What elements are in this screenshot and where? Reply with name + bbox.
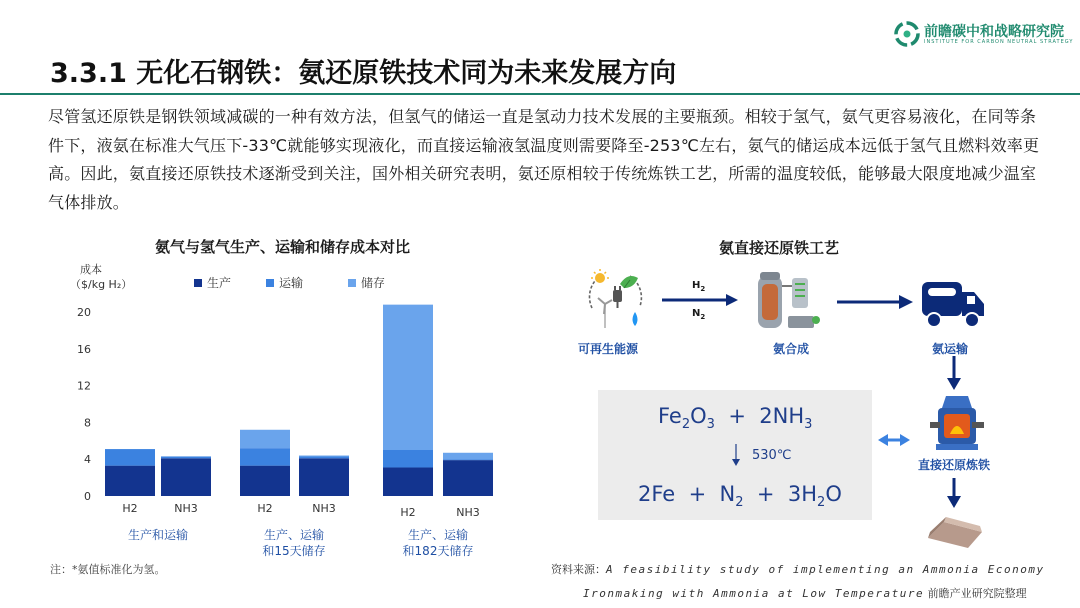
reaction-equation-box: [598, 390, 872, 520]
reaction-arrow-icon: [730, 444, 742, 468]
bar-segment: [240, 466, 290, 496]
bar-segment: [443, 459, 493, 460]
cost-bar-chart: [60, 258, 520, 568]
x-tick-label: H2: [400, 506, 416, 519]
group-label-line2: 和182天储存: [402, 544, 474, 558]
bar-segment: [443, 453, 493, 459]
y-axis-label-line2: （$/kg H₂）: [70, 278, 133, 291]
reaction-condition: 530℃: [752, 448, 792, 463]
y-tick-label: 4: [84, 453, 91, 467]
legend-label: 运输: [279, 276, 304, 290]
group-label-line1: 生产、运输: [407, 528, 469, 542]
bar-segment: [383, 305, 433, 450]
furnace-icon: [928, 392, 986, 452]
legend-label: 生产: [207, 276, 232, 290]
bar-segment: [299, 456, 349, 457]
equation-products: $2Fe + N_2 + 3H_2O$: [638, 482, 842, 511]
logo-subtitle: INSTITUTE FOR CARBON NEUTRAL STRATEGY: [924, 39, 1074, 45]
n2-label: $N_2$: [692, 308, 706, 321]
transport-label: 氨运输: [932, 342, 969, 356]
logo-mark-icon: [893, 20, 921, 48]
h2-label: $H_2$: [692, 280, 706, 293]
legend-swatch: [266, 279, 274, 287]
legend-swatch: [348, 279, 356, 287]
y-tick-label: 0: [84, 490, 91, 503]
legend-swatch: [194, 279, 202, 287]
legend-label: 储存: [361, 276, 386, 290]
bar-series: [105, 305, 493, 496]
bar-segment: [299, 456, 349, 458]
bar-segment: [299, 458, 349, 496]
chart-legend: [194, 275, 385, 290]
bar-segment: [443, 460, 493, 496]
x-axis-labels: [122, 502, 479, 519]
page-title: 3.3.1 无化石钢铁：氨还原铁技术同为未来发展方向: [50, 58, 677, 89]
renewable-energy-label: 可再生能源: [578, 342, 639, 356]
logo-name: 前瞻碳中和战略研究院: [924, 24, 1064, 40]
x-tick-label: H2: [122, 502, 138, 515]
ammonia-plant-icon: [748, 266, 826, 334]
x-tick-label: NH3: [456, 506, 480, 519]
group-label-line2: 和15天储存: [262, 544, 326, 558]
bar-segment: [383, 450, 433, 467]
x-tick-label: NH3: [312, 502, 336, 515]
iron-ingot-icon: [924, 514, 986, 552]
y-tick-label: 16: [77, 342, 91, 356]
double-arrow-icon: [878, 432, 910, 448]
arrow-down-2-icon: [944, 478, 964, 510]
arrow-down-icon: [944, 356, 964, 392]
y-axis-ticks: [77, 306, 91, 503]
y-tick-label: 8: [84, 416, 91, 430]
y-tick-label: 12: [77, 379, 91, 393]
bar-segment: [161, 458, 211, 496]
process-title: 氨直接还原铁工艺: [719, 239, 840, 257]
bar-segment: [383, 467, 433, 496]
group-label-line1: 生产和运输: [127, 528, 189, 542]
bar-segment: [240, 448, 290, 465]
x-tick-label: H2: [257, 502, 273, 515]
y-axis-label-line1: 成本: [80, 263, 102, 276]
bar-segment: [240, 430, 290, 448]
bar-segment: [105, 466, 155, 496]
equation-reactants: $Fe_2O_3 + 2NH_3$: [658, 404, 813, 433]
renewable-energy-icon: [580, 268, 650, 330]
arrow-to-transport-icon: [835, 292, 915, 312]
group-label-line1: 生产、运输: [263, 528, 325, 542]
x-tick-label: NH3: [174, 502, 198, 515]
synthesis-label: 氨合成: [773, 342, 810, 356]
source-line-2: Ironmaking with Ammonia at Low Temperature 前瞻产业研究院整理: [583, 587, 1027, 600]
y-tick-label: 20: [77, 306, 91, 319]
chart-title: 氨气与氢气生产、运输和储存成本对比: [155, 238, 411, 256]
logo: [893, 20, 1073, 50]
title-divider: [0, 93, 1080, 95]
truck-icon: [920, 276, 986, 332]
bar-segment: [161, 456, 211, 458]
source-line-1: 资料来源：A feasibility study of implementing an Ammonia Economy: [551, 563, 1045, 576]
chart-note: 注：*氨值标准化为氢。: [50, 563, 166, 576]
bar-segment: [105, 449, 155, 466]
group-labels: [128, 527, 473, 558]
smelting-label: 直接还原炼铁: [918, 458, 991, 472]
intro-paragraph: 尽管氢还原铁是钢铁领域减碳的一种有效方法，但氢气的储运一直是氢动力技术发展的主要瓶颈。相较于氢气，氨气更容易液化，在同等条件下，液氨在标准大气压下-33℃就能够实现液化，而直接运输液氢温度则需要降至-253℃左右，氨气的储运成本远低于氢气且燃料效率更高。因此，氨直接还原铁技术逐渐受到关注，国外相关研究表明，氨还原相较于传统炼铁工艺，所需的温度较低，能够最大限度地减少温室气体排放。: [48, 107, 1040, 212]
